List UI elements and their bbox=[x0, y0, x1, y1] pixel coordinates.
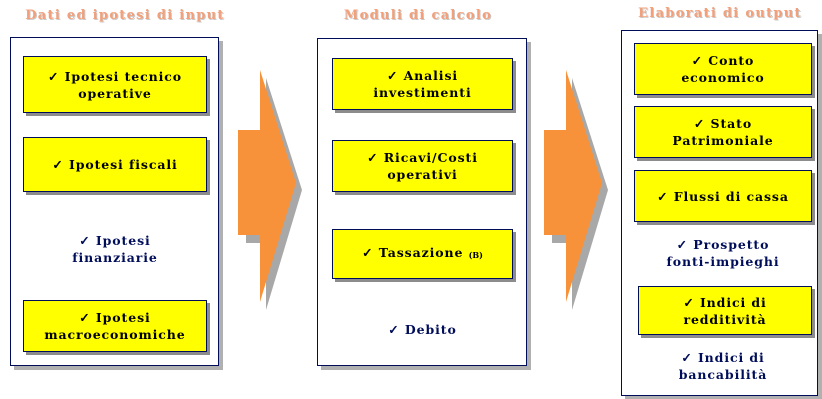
output-column bbox=[621, 30, 818, 396]
item-tassazione: ✓ Tassazione (B) bbox=[332, 229, 513, 279]
item-prospetto-fonti-impieghi: ✓ Prospetto fonti-impieghi bbox=[666, 237, 780, 269]
column-header-calc: Moduli di calcolo bbox=[343, 8, 493, 23]
column-header-input: Dati ed ipotesi di input bbox=[25, 8, 225, 23]
item-stato-patrimoniale: ✓ Stato Patrimoniale bbox=[634, 106, 812, 158]
input-column bbox=[10, 37, 219, 366]
item-analisi-investimenti: ✓ Analisi investimenti bbox=[332, 58, 513, 110]
item-ipotesi-finanziarie: ✓ Ipotesi finanziarie bbox=[72, 233, 158, 265]
item-ipotesi-tecnico-operative: ✓ Ipotesi tecnico operative bbox=[23, 56, 207, 113]
calc-column bbox=[317, 38, 527, 366]
item-ipotesi-macroeconomiche: ✓ Ipotesi macroeconomiche bbox=[23, 300, 207, 352]
column-header-output: Elaborati di output bbox=[638, 6, 802, 21]
item-ricavi-costi-operativi: ✓ Ricavi/Costi operativi bbox=[332, 140, 513, 192]
item-indici-di-redditivita: ✓ Indici di redditività bbox=[638, 286, 812, 335]
item-debito: ✓ Debito bbox=[388, 321, 457, 337]
flow-arrow-icon bbox=[540, 68, 612, 313]
flow-arrow-icon bbox=[234, 68, 306, 313]
item-flussi-di-cassa: ✓ Flussi di cassa bbox=[634, 170, 812, 222]
item-indici-di-bancabilita: ✓ Indici di bancabilità bbox=[678, 350, 768, 382]
item-ipotesi-fiscali: ✓ Ipotesi fiscali bbox=[23, 137, 207, 192]
item-conto-economico: ✓ Conto economico bbox=[634, 43, 812, 95]
